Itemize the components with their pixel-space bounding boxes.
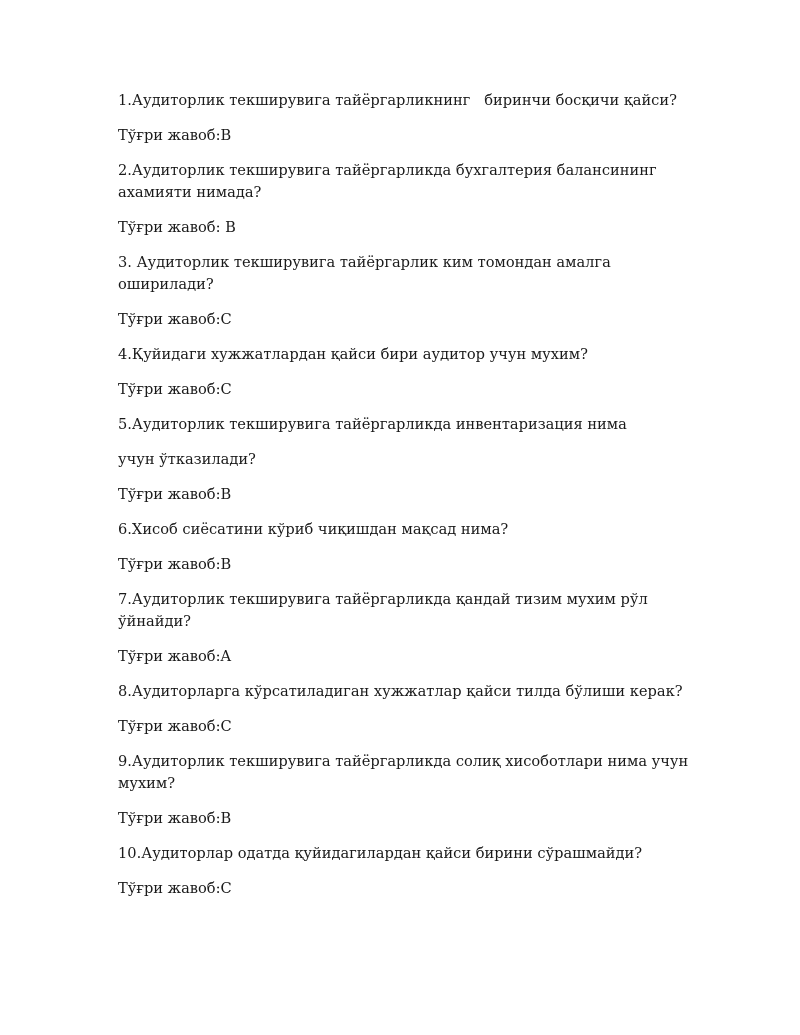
document-page	[118, 90, 698, 913]
question-5-continuation: учун ўтказилади?	[118, 451, 256, 468]
answer-2: Тўғри жавоб: B	[118, 219, 236, 236]
question-3: 3. Аудиторлик текширувига тайёргарлик ким томондан амалга оширилади?	[118, 254, 616, 293]
answer-9: Тўғри жавоб:B	[118, 810, 232, 827]
answer-1: Тўғри жавоб:B	[118, 127, 232, 144]
question-4: 4.Қуйидаги хужжатлардан қайси бири аудитор учун мухим?	[118, 346, 588, 363]
question-10: 10.Аудиторлар одатда қуйидагилардан қайси бирини сўрашмайди?	[118, 845, 643, 862]
answer-4: Тўғри жавоб:C	[118, 381, 232, 398]
question-5: 5.Аудиторлик текширувига тайёргарликда инвентаризация нима	[118, 416, 627, 433]
question-6: 6.Хисоб сиёсатини кўриб чиқишдан мақсад нима?	[118, 521, 509, 538]
question-2: 2.Аудиторлик текширувига тайёргарликда бухгалтерия балансининг ахамияти нимада?	[118, 162, 662, 201]
question-7: 7.Аудиторлик текширувига тайёргарликда қандай тизим мухим рўл ўйнайди?	[118, 591, 653, 630]
question-1: 1.Аудиторлик текширувига тайёргарликнинг биринчи босқичи қайси?	[118, 92, 677, 109]
answer-8: Тўғри жавоб:C	[118, 718, 232, 735]
answer-10: Тўғри жавоб:C	[118, 880, 232, 897]
answer-7: Тўғри жавоб:A	[118, 648, 232, 665]
answer-5: Тўғри жавоб:B	[118, 486, 232, 503]
question-8: 8.Аудиторларга кўрсатиладиган хужжатлар қайси тилда бўлиши керак?	[118, 683, 683, 700]
question-9: 9.Аудиторлик текширувига тайёргарликда солиқ хисоботлари нима учун мухим?	[118, 753, 693, 792]
answer-3: Тўғри жавоб:C	[118, 311, 232, 328]
answer-6: Тўғри жавоб:B	[118, 556, 232, 573]
